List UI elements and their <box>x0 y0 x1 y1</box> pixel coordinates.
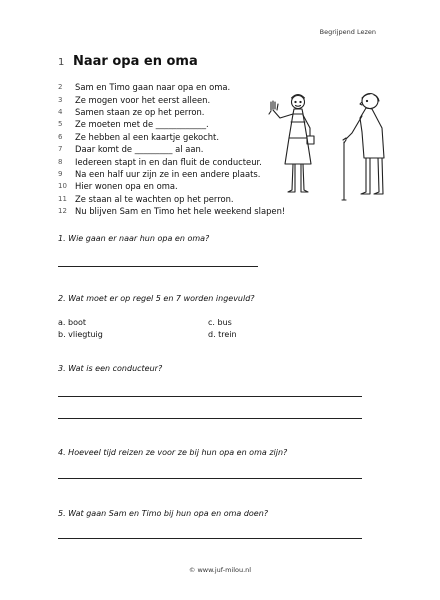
story-line <box>58 205 318 217</box>
question-3: 3. Wat is een conducteur? <box>58 364 163 373</box>
line-text: Daar komt de _________ al aan. <box>75 144 204 155</box>
question-1: 1. Wie gaan er naar hun opa en oma? <box>58 234 210 243</box>
line-text: Hier wonen opa en oma. <box>75 181 178 192</box>
line-number: 10 <box>58 182 67 191</box>
line-number: 12 <box>58 207 67 216</box>
line-number: 8 <box>58 157 63 166</box>
grandmother-figure <box>269 95 314 193</box>
line-text: Ze moeten met de ____________. <box>75 119 209 130</box>
line-text: Ze hebben al een kaartje gekocht. <box>75 131 220 142</box>
line-text: Na een half uur zijn ze in een andere plaats. <box>75 168 261 179</box>
question-5: 5. Wat gaan Sam en Timo bij hun opa en oma doen? <box>58 509 269 518</box>
line-number: 4 <box>58 107 63 116</box>
line-text: Iedereen stapt in en dan fluit de conducteur. <box>75 156 262 167</box>
option-c[interactable]: c. bus <box>208 318 232 327</box>
footer-copyright: © www.juf-milou.nl <box>188 566 252 574</box>
option-b[interactable]: b. vliegtuig <box>58 330 103 339</box>
title-line-number: 1 <box>58 57 65 68</box>
question-4: 4. Hoeveel tijd reizen ze voor ze bij hun opa en oma zijn? <box>58 448 288 457</box>
answer-line[interactable] <box>58 266 258 267</box>
line-text: Sam en Timo gaan naar opa en oma. <box>75 82 231 93</box>
grandfather-figure <box>342 94 384 201</box>
page-title: Naar opa en oma <box>73 54 198 69</box>
line-number: 7 <box>58 145 63 154</box>
header-label: Begrijpend Lezen <box>319 28 376 36</box>
line-text: Nu blijven Sam en Timo het hele weekend slapen! <box>75 206 286 217</box>
line-number: 3 <box>58 95 63 104</box>
answer-line[interactable] <box>58 396 362 397</box>
option-d[interactable]: d. trein <box>208 330 237 339</box>
line-text: Samen staan ze op het perron. <box>75 106 205 117</box>
answer-line[interactable] <box>58 538 362 539</box>
answer-line[interactable] <box>58 478 362 479</box>
line-text: Ze mogen voor het eerst alleen. <box>75 94 211 105</box>
option-a[interactable]: a. boot <box>58 318 86 327</box>
line-number: 6 <box>58 132 63 141</box>
question-2: 2. Wat moet er op regel 5 en 7 worden ingevuld? <box>58 294 255 303</box>
line-number: 11 <box>58 194 67 203</box>
line-text: Ze staan al te wachten op het perron. <box>75 193 234 204</box>
answer-line[interactable] <box>58 418 362 419</box>
grandparents-illustration <box>258 88 398 206</box>
line-number: 5 <box>58 120 63 129</box>
title-row <box>58 54 198 69</box>
line-number: 9 <box>58 169 63 178</box>
line-number: 2 <box>58 83 63 92</box>
